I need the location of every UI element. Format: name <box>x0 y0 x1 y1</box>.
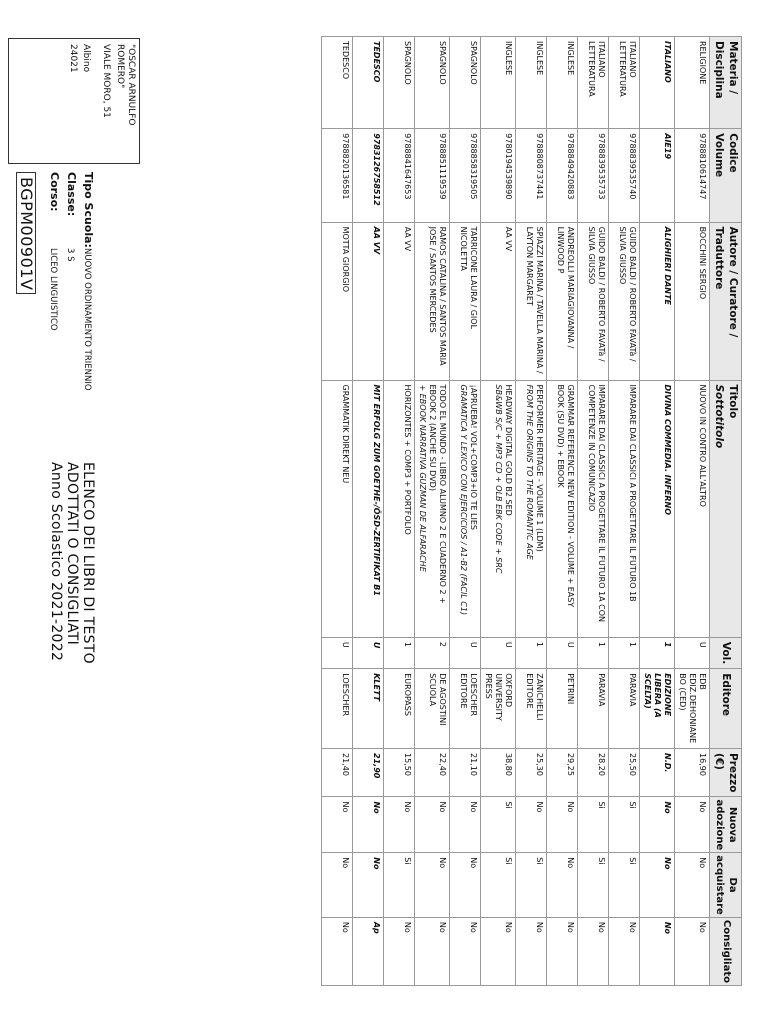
cell-editore: EUROPASS <box>384 669 415 749</box>
cell-vol: 1 <box>609 637 640 668</box>
cell-da-acquistare: Si <box>481 853 516 918</box>
cell-nuova-adozione: No <box>640 797 675 853</box>
book-title: HEADWAY DIGITAL GOLD B2 SED <box>504 384 513 516</box>
cell-editore: LOESCHER EDITORE <box>450 669 481 749</box>
cell-titolo <box>547 380 578 637</box>
cell-editore: EDB EDIZ.DEHONIANE BO (CED) <box>675 669 710 749</box>
cell-editore: PARAVIA <box>578 669 609 749</box>
school-code: BGPM00901V <box>16 172 36 294</box>
heading-line-3: Anno Scolastico 2021-2022 <box>48 462 64 662</box>
cell-consigliato: No <box>547 917 578 985</box>
cell-editore: KLETT <box>353 669 384 749</box>
cell-prezzo: 28,20 <box>578 749 609 797</box>
cell-titolo <box>415 380 450 637</box>
cell-nuova-adozione: No <box>415 797 450 853</box>
cell-da-acquistare: Si <box>384 853 415 918</box>
cell-consigliato: No <box>675 917 710 985</box>
header-titolo <box>710 380 742 637</box>
book-title: TODO EL MUNDO - LIBRO ALUMNO 2 E CUADERNO 2 + EBOOK 2 (ANCHE SU DVD) <box>428 384 447 604</box>
cell-consigliato: No <box>450 917 481 985</box>
cell-autore: ALIGHIERI DANTE <box>640 222 675 380</box>
cell-consigliato: No <box>481 917 516 985</box>
cell-autore: AA VV <box>481 222 516 380</box>
cell-nuova-adozione: Si <box>609 797 640 853</box>
table-row <box>450 37 481 986</box>
book-title: GRAMMATIK DIREKT NEU <box>341 384 350 484</box>
cell-autore: ANDREOLLI MARIAGIOVANNA / LINWOOD P <box>547 222 578 380</box>
cell-codice: 9788810614747 <box>675 129 710 222</box>
cell-da-acquistare: Si <box>609 853 640 918</box>
book-subtitle: FROM THE ORIGINS TO THE ROMANTIC AGE <box>525 384 534 560</box>
header-vol: Vol. <box>710 637 742 668</box>
books-table <box>321 36 742 986</box>
heading-line-1: ELENCO DEI LIBRI DI TESTO <box>80 462 96 664</box>
cell-nuova-adozione: Si <box>481 797 516 853</box>
cell-autore: BOCCHINI SERGIO <box>675 222 710 380</box>
cell-titolo <box>384 380 415 637</box>
cell-editore: LOESCHER <box>322 669 353 749</box>
cell-prezzo: 16,90 <box>675 749 710 797</box>
table-row <box>609 37 640 986</box>
header-prezzo: Prezzo (€) <box>710 749 742 797</box>
cell-materia: ITALIANO <box>640 37 675 129</box>
document-heading <box>48 462 96 732</box>
table-row <box>322 37 353 986</box>
cell-da-acquistare: Si <box>578 853 609 918</box>
table-row <box>578 37 609 986</box>
cell-codice: 9788851119539 <box>415 129 450 222</box>
cell-autore: AA VV <box>353 222 384 380</box>
cell-editore: ZANICHELLI EDITORE <box>516 669 547 749</box>
book-title: ¡APRUEBA! VOL+COMP3+IO TE LIES <box>469 384 478 531</box>
cell-titolo <box>578 380 609 637</box>
cell-da-acquistare: No <box>547 853 578 918</box>
cell-codice: AIE19 <box>640 129 675 222</box>
cell-nuova-adozione: No <box>547 797 578 853</box>
cell-prezzo: 25,50 <box>609 749 640 797</box>
cell-consigliato: Ap <box>353 917 384 985</box>
cell-materia: SPAGNOLO <box>384 37 415 129</box>
cell-codice: 9783126758512 <box>353 129 384 222</box>
cell-vol: U <box>450 637 481 668</box>
classe-label: Classe: <box>65 172 78 217</box>
cell-da-acquistare: Si <box>516 853 547 918</box>
header-titolo-label: Titolo <box>726 384 739 419</box>
cell-prezzo: 21,10 <box>450 749 481 797</box>
cell-materia: ITALIANO LETTERATURA <box>609 37 640 129</box>
cell-prezzo: 38,80 <box>481 749 516 797</box>
header-autore: Autore / Curatore / Traduttore <box>710 222 742 380</box>
cell-prezzo: 21,40 <box>322 749 353 797</box>
header-codice: Codice Volume <box>710 129 742 222</box>
book-title: PERFORMER HERITAGE - VOLUME 1 (LDM) <box>535 384 544 552</box>
cell-vol: U <box>322 637 353 668</box>
cell-titolo <box>322 380 353 637</box>
cell-titolo <box>481 380 516 637</box>
cell-nuova-adozione: No <box>450 797 481 853</box>
cell-vol: 2 <box>415 637 450 668</box>
header-editore: Editore <box>710 669 742 749</box>
cell-codice: 9788839535740 <box>609 129 640 222</box>
school-city: Albino <box>81 44 92 73</box>
cell-consigliato: No <box>516 917 547 985</box>
header-materia: Materia / Disciplina <box>710 37 742 129</box>
cell-prezzo: N.D. <box>640 749 675 797</box>
cell-editore: PETRINI <box>547 669 578 749</box>
cell-codice: 9788808737441 <box>516 129 547 222</box>
book-subtitle: GRAMATICA Y LEXICO CON EJERCICIOS / A1-B2 (FACIL C1) <box>459 384 468 616</box>
cell-titolo <box>609 380 640 637</box>
cell-nuova-adozione: No <box>516 797 547 853</box>
cell-da-acquistare: No <box>450 853 481 918</box>
header-nuova-adozione: Nuova adozione <box>710 797 742 853</box>
table-row <box>675 37 710 986</box>
table-row <box>353 37 384 986</box>
cell-consigliato: No <box>640 917 675 985</box>
tipo-scuola-label: Tipo Scuola: <box>82 172 95 248</box>
cell-editore: DE AGOSTINI SCUOLA <box>415 669 450 749</box>
book-subtitle: + EBOOK NARRATIVA GUZMAN DE ALFARACHE <box>418 384 427 572</box>
book-title: IMPARARE DAI CLASSICI A PROGETTARE IL FUTURO 1B <box>628 384 637 602</box>
school-street: VIALE MORO, 51 <box>101 44 112 118</box>
corso-value: LICEO LINGUISTICO <box>48 248 58 331</box>
cell-materia: INGLESE <box>481 37 516 129</box>
table-row <box>640 37 675 986</box>
cell-nuova-adozione: No <box>675 797 710 853</box>
cell-codice: 9788849420883 <box>547 129 578 222</box>
cell-da-acquistare: No <box>322 853 353 918</box>
cell-codice: 9780194539890 <box>481 129 516 222</box>
cell-vol: U <box>481 637 516 668</box>
book-title: GRAMMAR REFERENCE NEW EDITION - VOLUME + EASY BOOK (SU DVD) + EBOOK <box>556 384 575 608</box>
cell-da-acquistare: No <box>675 853 710 918</box>
cell-da-acquistare: No <box>353 853 384 918</box>
cell-nuova-adozione: No <box>322 797 353 853</box>
cell-consigliato: No <box>322 917 353 985</box>
cell-prezzo: 21,90 <box>353 749 384 797</box>
cell-titolo <box>675 380 710 637</box>
cell-materia: TEDESCO <box>322 37 353 129</box>
cell-autore: AA VV <box>384 222 415 380</box>
table-row <box>415 37 450 986</box>
header-consigliato: Consigliato <box>710 917 742 985</box>
cell-codice: 9788839535733 <box>578 129 609 222</box>
cell-materia: INGLESE <box>516 37 547 129</box>
cell-prezzo: 29,25 <box>547 749 578 797</box>
header-sottotitolo-label: Sottotitolo <box>713 384 726 449</box>
cell-vol: 1 <box>578 637 609 668</box>
cell-materia: RELIGIONE <box>675 37 710 129</box>
cell-autore: GUIDO BALDI / ROBERTO FAVATà / SILVIA GIUSSO <box>609 222 640 380</box>
cell-editore: EDIZIONE LIBERA (A SCELTA) <box>640 669 675 749</box>
cell-materia: TEDESCO <box>353 37 384 129</box>
cell-vol: 1 <box>640 637 675 668</box>
cell-consigliato: No <box>578 917 609 985</box>
cell-vol: 1 <box>384 637 415 668</box>
cell-autore: MOTTA GIORGIO <box>322 222 353 380</box>
cell-titolo <box>516 380 547 637</box>
cell-editore: OXFORD UNIVERSITY PRESS <box>481 669 516 749</box>
cell-vol: U <box>353 637 384 668</box>
school-name: "OSCAR ARNULFO ROMERO" <box>114 44 136 126</box>
book-title: MIT ERFOLG ZUM GOETHE-/ÖSD-ZERTIFIKAT B1 <box>372 384 381 596</box>
cell-materia: SPAGNOLO <box>415 37 450 129</box>
cell-editore: PARAVIA <box>609 669 640 749</box>
cell-nuova-adozione: No <box>353 797 384 853</box>
book-subtitle: SB&WB S/C + MP3 CD + OLB EBK CODE + SRC <box>494 384 503 574</box>
cell-materia: ITALIANO LETTERATURA <box>578 37 609 129</box>
cell-autore: GUIDO BALDI / ROBERTO FAVATà / SILVIA GIUSSO <box>578 222 609 380</box>
corso-label: Corso: <box>48 172 61 212</box>
book-title: NUOVO IN CONTRO ALL'ALTRO <box>698 384 707 507</box>
header-da-acquistare: Da acquistare <box>710 853 742 918</box>
book-title: HORIZONTES + COMP3 + PORTFOLIO <box>403 384 412 535</box>
cell-consigliato: No <box>384 917 415 985</box>
cell-autore: SPIAZZI MARINA / TAVELLA MARINA / LAYTON MARGARET <box>516 222 547 380</box>
cell-nuova-adozione: Si <box>578 797 609 853</box>
cell-titolo <box>640 380 675 637</box>
table-row <box>384 37 415 986</box>
cell-materia: INGLESE <box>547 37 578 129</box>
cell-prezzo: 15,50 <box>384 749 415 797</box>
table-row <box>516 37 547 986</box>
cell-prezzo: 22,40 <box>415 749 450 797</box>
cell-consigliato: No <box>609 917 640 985</box>
book-title: IMPARARE DAI CLASSICI A PROGETTARE IL FUTURO 1A CON COMPETENZE IN COMUNICAZIO <box>587 384 606 623</box>
cell-autore: TARRICONE LAURA / GIOL NICOLETTA <box>450 222 481 380</box>
cell-vol: U <box>675 637 710 668</box>
school-zip: 24021 <box>68 44 78 73</box>
cell-materia: SPAGNOLO <box>450 37 481 129</box>
tipo-scuola-value: NUOVO ORDINAMENTO TRIENNIO <box>82 248 92 391</box>
books-table-body <box>322 37 710 986</box>
cell-autore: RAMOS CATALINA / SANTOS MARIA JOSE / SANTOS MERCEDES <box>415 222 450 380</box>
cell-prezzo: 25,30 <box>516 749 547 797</box>
cell-nuova-adozione: No <box>384 797 415 853</box>
table-row <box>481 37 516 986</box>
cell-vol: U <box>547 637 578 668</box>
cell-codice: 9788841647653 <box>384 129 415 222</box>
cell-consigliato: No <box>415 917 450 985</box>
classe-value: 3 S <box>65 248 75 262</box>
heading-line-2: ADOTTATI O CONSIGLIATI <box>64 462 80 646</box>
book-title: DIVINA COMMEDIA. INFERNO <box>663 384 672 516</box>
cell-titolo <box>450 380 481 637</box>
cell-vol: 1 <box>516 637 547 668</box>
cell-da-acquistare: No <box>640 853 675 918</box>
table-row <box>547 37 578 986</box>
cell-titolo <box>353 380 384 637</box>
school-address-box <box>8 38 140 164</box>
cell-codice: 9788858319505 <box>450 129 481 222</box>
cell-codice: 9788820136581 <box>322 129 353 222</box>
cell-da-acquistare: No <box>415 853 450 918</box>
